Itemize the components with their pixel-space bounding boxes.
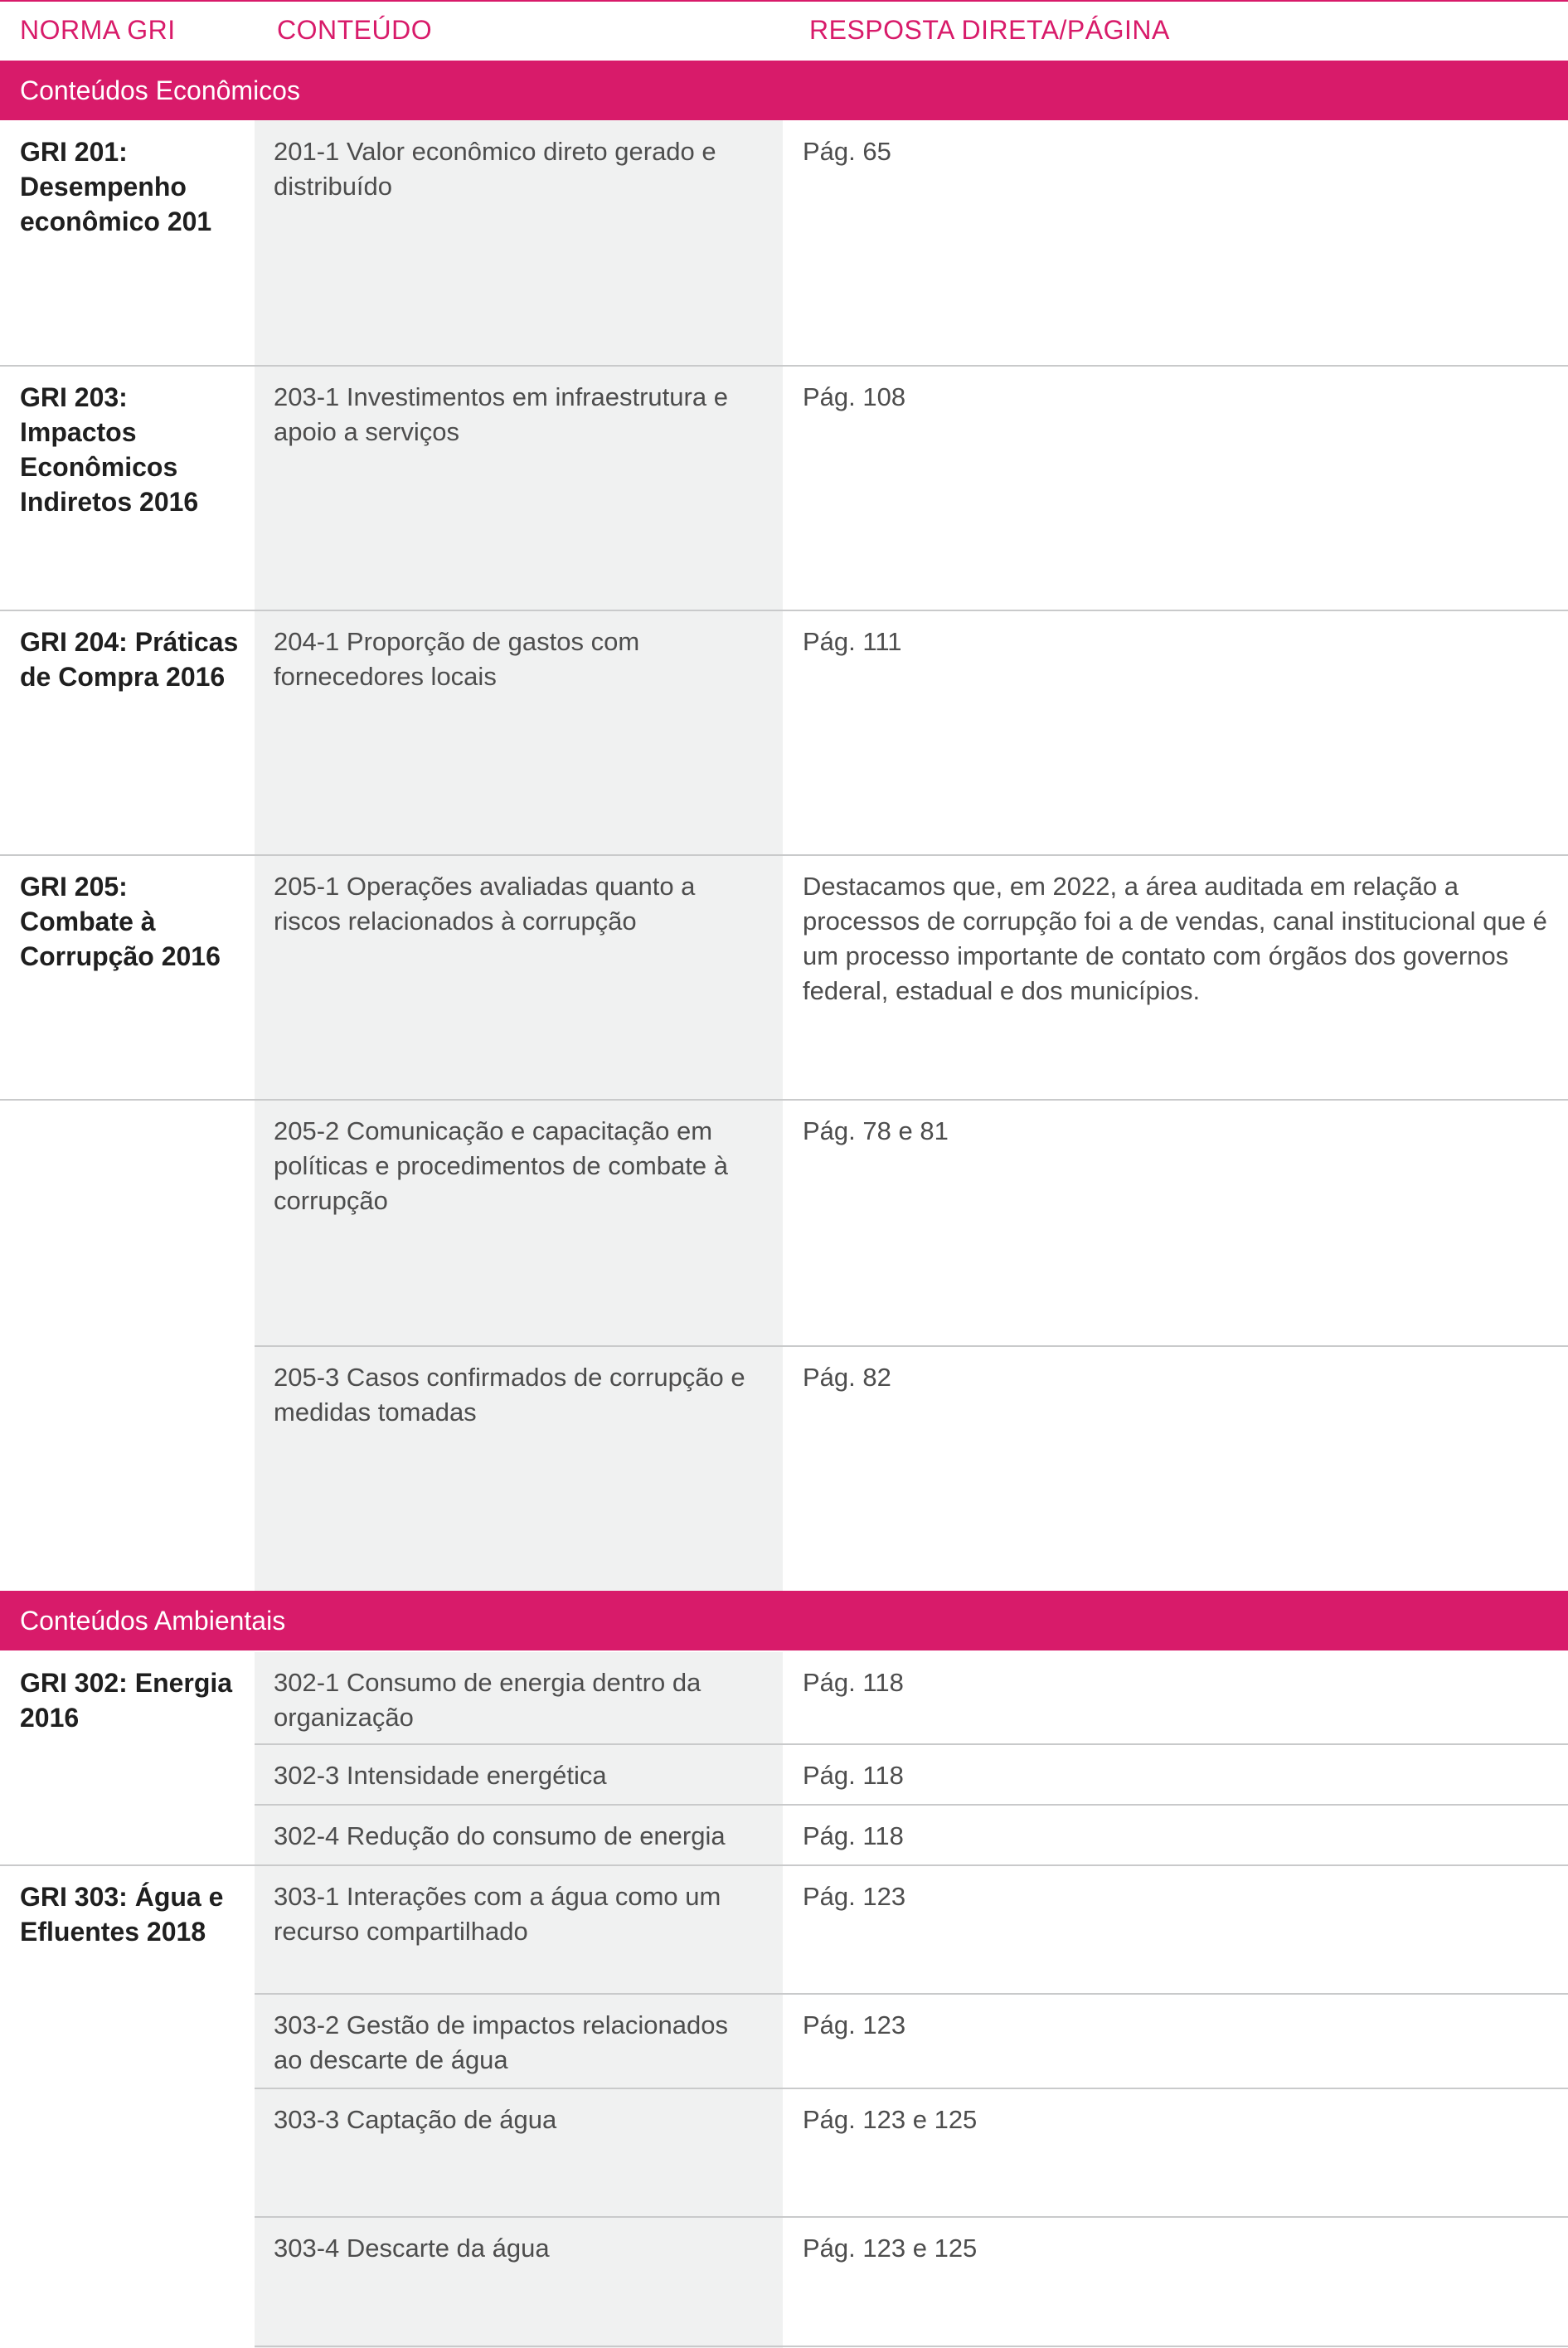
disclosure-response: Pág. 118	[803, 1668, 904, 1697]
top-rule	[0, 0, 1568, 2]
row-divider	[255, 1804, 1568, 1806]
section-band-environmental: Conteúdos Ambientais	[0, 1591, 1568, 1650]
row-divider	[0, 1864, 1568, 1866]
row-divider	[0, 365, 1568, 367]
section-band-economic: Conteúdos Econômicos	[0, 61, 1568, 120]
disclosure-response: Destacamos que, em 2022, a área auditada em relação a processos de corrupção foi a de vendas, canal institucional que é um processo importante de contato com órgãos dos governos federal, estadual e dos municípios.	[803, 872, 1547, 1005]
column-header-resposta: RESPOSTA DIRETA/PÁGINA	[809, 15, 1170, 45]
disclosure-response: Pág. 123 e 125	[803, 2234, 978, 2263]
disclosure-content: 303-2 Gestão de impactos relacionados ao descarte de água	[274, 2010, 728, 2074]
disclosure-response: Pág. 118	[803, 1761, 904, 1790]
row-divider	[255, 1345, 1568, 1347]
disclosure-response: Pág. 65	[803, 137, 891, 166]
disclosure-content: 204-1 Proporção de gastos com fornecedores locais	[274, 627, 640, 691]
disclosure-content: 302-1 Consumo de energia dentro da organização	[274, 1668, 701, 1732]
column-header-norma: NORMA GRI	[20, 15, 176, 45]
disclosure-response: Pág. 82	[803, 1363, 891, 1392]
disclosure-response: Pág. 118	[803, 1821, 904, 1850]
row-divider	[255, 1743, 1568, 1745]
disclosure-content: 302-4 Redução do consumo de energia	[274, 1821, 726, 1850]
disclosure-content: 303-3 Captação de água	[274, 2105, 557, 2134]
disclosure-content: 302-3 Intensidade energética	[274, 1761, 607, 1790]
row-divider	[0, 854, 1568, 856]
disclosure-content: 205-1 Operações avaliadas quanto a riscos relacionados à corrupção	[274, 872, 696, 936]
gri-standard: GRI 201: Desempenho econômico 201	[20, 137, 212, 236]
disclosure-content: 205-2 Comunicação e capacitação em políticas e procedimentos de combate à corrupção	[274, 1116, 728, 1215]
disclosure-content: 201-1 Valor econômico direto gerado e distribuído	[274, 137, 716, 201]
disclosure-response: Pág. 123 e 125	[803, 2105, 978, 2134]
row-divider	[255, 1993, 1568, 1995]
gri-standard: GRI 303: Água e Efluentes 2018	[20, 1882, 224, 1947]
disclosure-content: 303-1 Interações com a água como um recurso compartilhado	[274, 1882, 721, 1946]
disclosure-response: Pág. 123	[803, 1882, 906, 1911]
gri-standard: GRI 204: Práticas de Compra 2016	[20, 627, 239, 692]
row-divider	[255, 2346, 1568, 2347]
row-divider	[255, 2088, 1568, 2089]
disclosure-content: 205-3 Casos confirmados de corrupção e medidas tomadas	[274, 1363, 745, 1427]
disclosure-response: Pág. 123	[803, 2010, 906, 2039]
row-divider	[0, 610, 1568, 611]
row-divider	[0, 1099, 1568, 1101]
disclosure-response: Pág. 111	[803, 627, 902, 656]
gri-standard: GRI 205: Combate à Corrupção 2016	[20, 872, 221, 971]
gri-standard: GRI 302: Energia 2016	[20, 1668, 233, 1733]
row-divider	[255, 2216, 1568, 2218]
disclosure-content: 203-1 Investimentos em infraestrutura e apoio a serviços	[274, 382, 728, 446]
disclosure-response: Pág. 108	[803, 382, 906, 411]
column-header-conteudo: CONTEÚDO	[277, 15, 433, 45]
gri-standard: GRI 203: Impactos Econômicos Indiretos 2016	[20, 382, 199, 517]
disclosure-response: Pág. 78 e 81	[803, 1116, 949, 1145]
disclosure-content: 303-4 Descarte da água	[274, 2234, 550, 2263]
